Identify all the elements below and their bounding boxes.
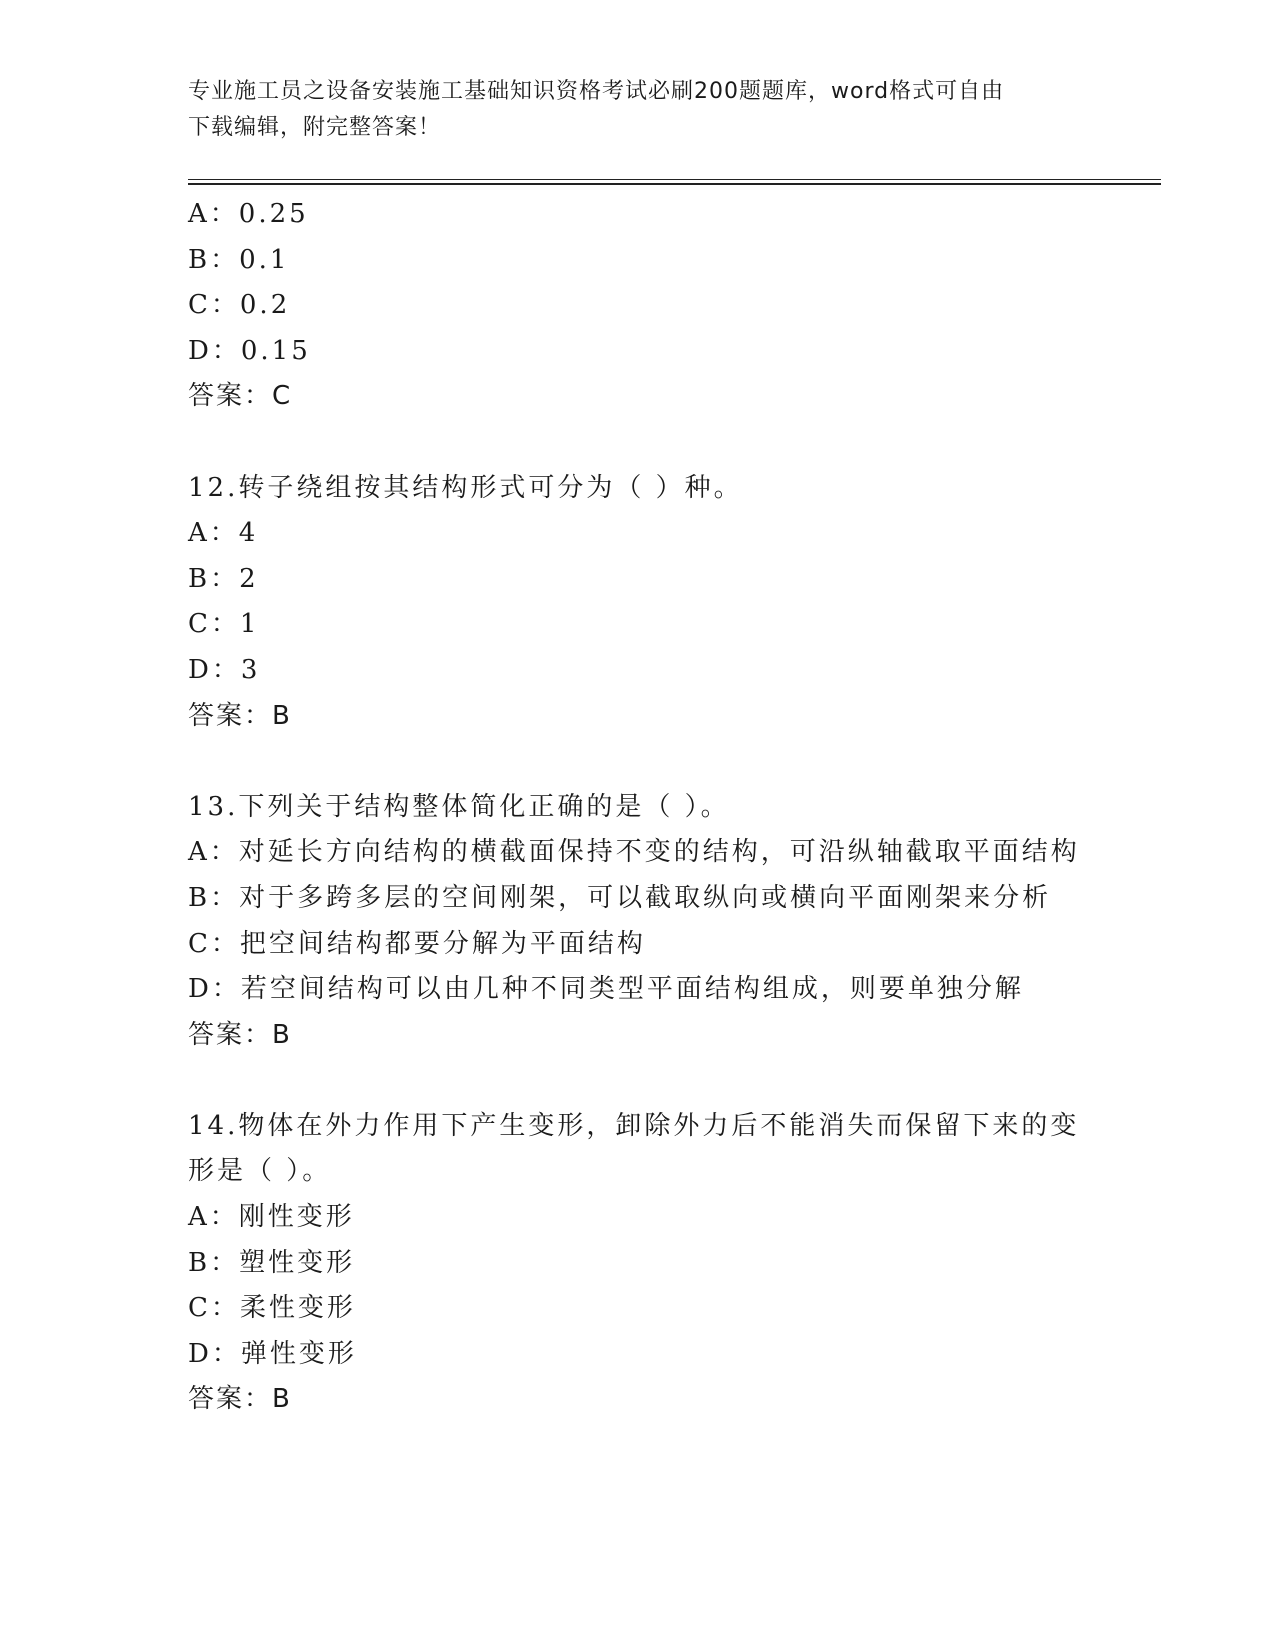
option-b: B：0.1 bbox=[188, 244, 290, 275]
option-a: A：4 bbox=[188, 518, 259, 549]
option-a: A：对延长方向结构的横截面保持不变的结构，可沿纵轴截取平面结构 bbox=[188, 837, 1080, 868]
option-c: C：把空间结构都要分解为平面结构 bbox=[188, 928, 646, 959]
question-14 bbox=[188, 1104, 1088, 1423]
question-12 bbox=[188, 466, 1088, 740]
spacer bbox=[188, 739, 1088, 785]
answer-line: 答案：B bbox=[188, 700, 292, 731]
option-b: B：塑性变形 bbox=[188, 1247, 356, 1278]
header-line-2: 下载编辑，附完整答案！ bbox=[188, 115, 442, 140]
option-a: A：0.25 bbox=[188, 199, 309, 229]
option-b: B：2 bbox=[188, 563, 259, 594]
spacer bbox=[188, 1058, 1088, 1104]
spacer bbox=[188, 420, 1088, 466]
answer-line: 答案：C bbox=[188, 381, 293, 412]
question-13 bbox=[188, 785, 1088, 1059]
question-text-line-1: 14.物体在外力作用下产生变形，卸除外力后不能消失而保留下来的变 bbox=[188, 1110, 1080, 1141]
question-text-line-2: 形是（ ）。 bbox=[188, 1156, 332, 1187]
answer-line: 答案：B bbox=[188, 1019, 292, 1050]
option-d: D：弹性变形 bbox=[188, 1338, 357, 1369]
option-c: C：0.2 bbox=[188, 290, 291, 321]
question-text: 13.下列关于结构整体简化正确的是（ ）。 bbox=[188, 791, 730, 822]
answer-line: 答案：B bbox=[188, 1384, 292, 1415]
option-d: D：0.15 bbox=[188, 335, 311, 366]
header-divider-thick bbox=[188, 183, 1161, 185]
question-11 bbox=[188, 192, 1088, 420]
header-line-1: 专业施工员之设备安装施工基础知识资格考试必刷200题题库，word格式可自由 bbox=[188, 79, 1005, 104]
option-d: D：若空间结构可以由几种不同类型平面结构组成，则要单独分解 bbox=[188, 974, 1024, 1005]
option-c: C：1 bbox=[188, 609, 260, 640]
header-divider-thin bbox=[188, 179, 1161, 180]
option-a: A：刚性变形 bbox=[188, 1202, 355, 1233]
question-list bbox=[188, 192, 1088, 1423]
question-text: 12.转子绕组按其结构形式可分为（ ）种。 bbox=[188, 472, 743, 503]
option-c: C：柔性变形 bbox=[188, 1293, 356, 1324]
option-b: B：对于多跨多层的空间刚架，可以截取纵向或横向平面刚架来分析 bbox=[188, 882, 1052, 913]
option-d: D：3 bbox=[188, 654, 261, 685]
document-header bbox=[188, 74, 1088, 146]
